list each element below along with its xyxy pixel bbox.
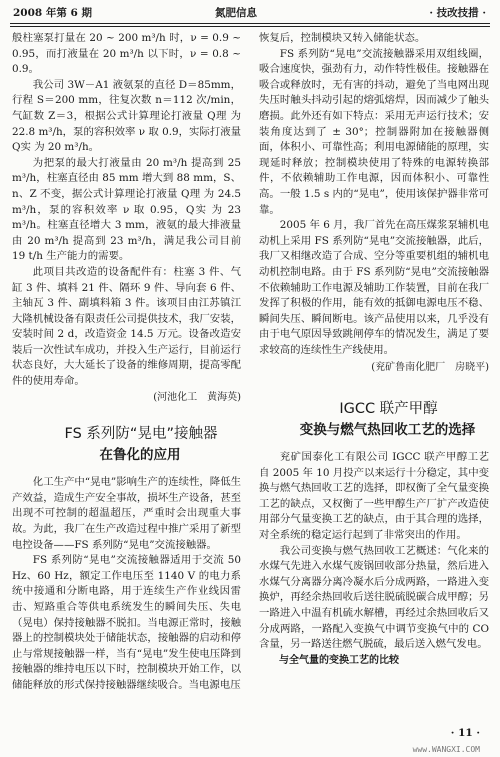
section-subheading: 与全气量的变换工艺的比较 bbox=[279, 654, 399, 666]
article-subtitle: 变换与燃气热回收工艺的选择 bbox=[299, 422, 476, 439]
paragraph: 我公司 3W－A1 液氨泵的直径 D＝85mm，行程 S＝200 mm，往复次数 n＝112 次/min，气缸数 Z＝3，根据公式计算理论打液量 Q理 为 22.8 m³/h，泵的容积效率 ν 取 0.9，实际打液量 Q实 为 20 m³/h。 bbox=[12, 78, 241, 154]
journal-name: 氮肥信息 bbox=[215, 7, 257, 19]
article-title: FS 系列防“晃电”接触器 bbox=[64, 426, 218, 443]
author-signature: (兖矿鲁南化肥厂 房晓平) bbox=[371, 362, 489, 374]
paragraph: 恢复后，控制模块又转入储能状态。 bbox=[259, 32, 426, 44]
paragraph: 兖矿国泰化工有限公司 IGCC 联产甲醇工艺自 2005 年 10 月投产以来运行十分稳定，其中变换与燃气热回收工艺的选择，即权衡了全气量变换工艺的缺点，又权衡了一些甲醇生产厂扩产改造使用部分气量变换工艺的缺点，由于其合理的选择，对全系统的稳定运行起到了非常突出的作用。 bbox=[259, 451, 489, 542]
paragraph: 我公司变换与燃气热回收工艺概述：气化来的水煤气先进入水煤气废锅回收部分热量，然后进入水煤气分离器分离冷凝水后分成两路，一路进入变换炉，再经余热回收后送往脱硫脱碳合成甲醇；另一路进入中温有机硫水解槽，再经过余热回收后又分成两路，一路配入变换气中调节变换气中的 CO 含量，另一路送往燃气脱硫，最后送入燃气发电。 bbox=[259, 544, 489, 651]
paragraph: 般柱塞泵打量在 20 ~ 200 m³/h 时，ν = 0.9 ~ 0.95，而打液量在 20 m³/h 以下时，ν = 0.8 ~ 0.9。 bbox=[12, 32, 241, 76]
paragraph: FS 系列防“晃电”交流接触器采用双组线圈，吸合速度快，强劲有力，动作特性极佳。接触器在吸合或释放时，无有害的抖动，避免了当电网出现失压时触头抖动引起的熔弧熔焊，因而减少了触头磨损。此外还有如下特点：采用无声运行技术；安装角度达到了 ± 30°；控制器附加在接触器侧面，体积小、可靠性高；利用电源储能的原理，实现延时释放；控制模块使用了特殊的电源转换部件，不依赖辅助工作电源，因而体积小、可靠性高。一般 1.5 s 内的“晃电”，使用该保护器非常可靠。 bbox=[259, 47, 489, 216]
header-rule-bottom bbox=[10, 26, 490, 27]
article-subtitle: 在鲁化的应用 bbox=[99, 447, 181, 464]
article-title: IGCC 联产甲醇 bbox=[339, 401, 438, 418]
paragraph: 为把泵的最大打液量由 20 m³/h 提高到 25 m³/h，柱塞直径由 85 mm 增大到 88 mm，S、n、Z 不变，据公式计算理论打液量 Q理 为 24.5 m³/h，泵的容积效率 ν 取 0.95，Q实 为 23 m³/h。柱塞直径增大 3 mm，液氨的最大排液量由 20 m³/h 提高到 23 m³/h，满足我公司目前 19 t/h 生产能力的需要。 bbox=[12, 156, 241, 263]
paragraph: 化工生产中“晃电”影响生产的连续性，降低生产效益，造成生产安全事故，损坏生产设备，甚至出现不可控制的超温超压，严重时会出现重大事故。为此，我厂在生产改造过程中推广采用了新型电控设备——FS 系列防“晃电”交流接触器。 bbox=[12, 476, 241, 551]
section-label: · 技改技措 · bbox=[429, 7, 486, 19]
page-number: · 11 · bbox=[450, 727, 480, 739]
paragraph: FS 系列防“晃电”交流接触器适用于交流 50 Hz、60 Hz，额定工作电压至 1140 V 的电力系统中接通和分断电路，用于连续生产作业线因雷击、短路重合等供电系统发生的瞬间失压、失电（晃电）保持接触器不脱扣。当电源正常时，接触器上的控制模块处于储能状态，接触器的启动和停止与常规接触器一样，当有“晃电”发生使电压降到接触器的维持电压以下时，控制模块开始工作，以储能释放的形式保持接触器继续吸合。当电源电压 bbox=[12, 554, 241, 691]
watermark: www.WANGXI.COM bbox=[412, 745, 480, 754]
issue-label: 2008 年第 6 期 bbox=[13, 7, 92, 19]
left-column bbox=[12, 31, 241, 694]
paragraph: 2005 年 6 月，我厂首先在高压煤浆泵辅机电动机上采用 FS 系列防“晃电”交流接触器，此后，我厂又相继改造了合成、空分等重要机组的辅机电动机控制电路。由于 FS 系列防“晃电”交流接触器不依赖辅助工作电源及辅助工作装置，目前在我厂发挥了积极的作用，能有效的抵御电源电压不稳、瞬间失压、瞬间断电。该产品使用以来，几乎没有由于电气原因导致跳闸停车的情况发生，满足了要求较高的连续性生产线使用。 bbox=[259, 219, 490, 356]
header-rule-top bbox=[10, 23, 490, 24]
page-header bbox=[0, 0, 500, 24]
right-column bbox=[259, 31, 489, 668]
paragraph: 此项目共改造的设备配件有：柱塞 3 件、气缸 3 件、填料 21 件、隔环 9 件、导向套 6 件、主轴瓦 3 件、副填料箱 3 件。该项目由江苏镇江大隆机械设备有限责任公司提供技术，我厂安装，安装时间 2 d，改造资金 14.5 万元。设备改造安装后一次性试车成功，并投入生产运行，目前运行状态良好，大大延长了设备的维修周期，提高零配件的使用寿命。 bbox=[12, 265, 241, 388]
author-signature: (河池化工 黄海英) bbox=[153, 391, 241, 403]
